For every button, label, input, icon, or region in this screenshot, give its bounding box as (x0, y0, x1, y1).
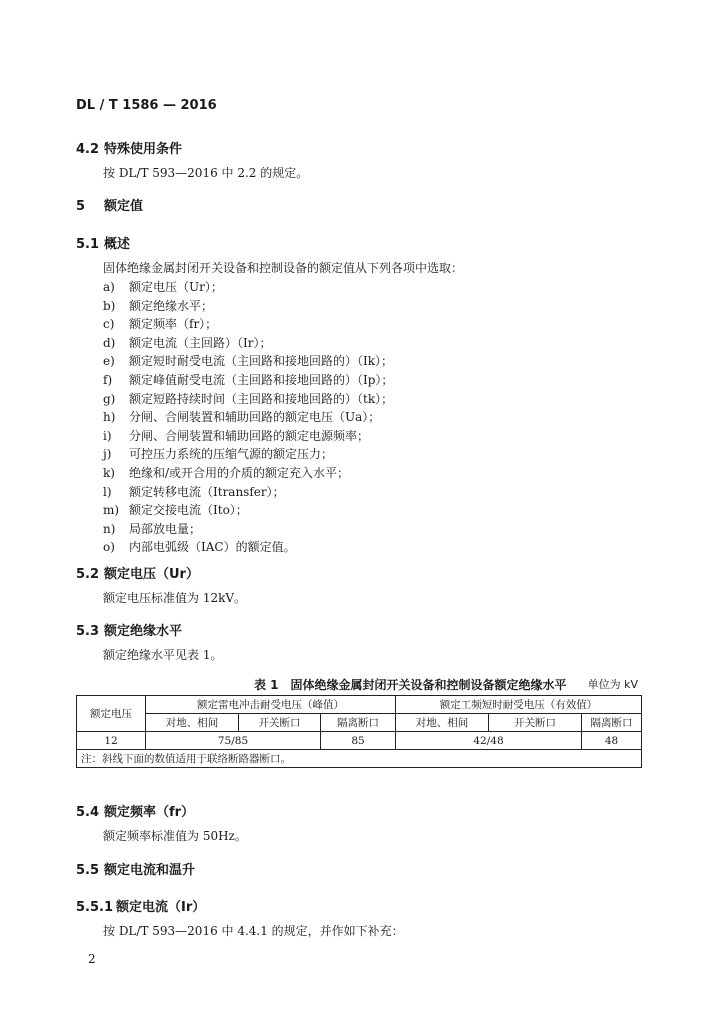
list-item-text: 分闸、合闸装置和辅助回路的额定电压（Ua）； (129, 410, 381, 425)
subheader-cell: 隔离断口 (321, 714, 396, 732)
list-item (103, 408, 393, 427)
list-item-marker: a) (103, 280, 115, 294)
section-5-4-text: 额定频率标准值为 50Hz。 (103, 829, 247, 843)
list-item-text: 额定转移电流（Itransfer）； (129, 484, 285, 499)
section-5-2-text: 额定电压标准值为 12kV。 (103, 591, 247, 605)
page-header: DL / T 1586 — 2016 (76, 98, 217, 113)
section-number: 5.1 (76, 237, 100, 252)
section-5-heading (76, 195, 143, 214)
table-subheader-row (77, 714, 642, 732)
table-header-row (77, 696, 642, 714)
list-item (103, 390, 393, 409)
list-item (103, 297, 393, 316)
list-item (103, 464, 393, 483)
list-item-text: 内部电弧级（IAC）的额定值。 (129, 540, 296, 555)
section-5-2-heading (76, 563, 199, 582)
page-number: 2 (88, 952, 96, 966)
section-number: 5.5.1 (76, 900, 114, 915)
section-title: 额定值 (104, 199, 144, 214)
list-item (103, 427, 393, 446)
header-voltage: 额定电压 (77, 696, 146, 732)
table-cell: 75/85 (146, 732, 321, 750)
section-number: 5.2 (76, 567, 100, 582)
subheader-cell: 对地、相间 (396, 714, 489, 732)
section-5-3-heading (76, 620, 182, 639)
table-cell: 48 (582, 732, 642, 750)
section-title: 额定频率（fr） (104, 805, 195, 820)
list-item-marker: l) (103, 484, 112, 499)
section-5-3-text: 额定绝缘水平见表 1。 (103, 648, 223, 662)
list-item-marker: h) (103, 410, 116, 425)
list-item-marker: i) (103, 428, 112, 443)
section-4-2-text: 按 DL/T 593—2016 中 2.2 的规定。 (103, 166, 309, 180)
list-item-text: 额定绝缘水平； (129, 298, 214, 313)
section-title: 概述 (104, 237, 131, 252)
section-number: 5.5 (76, 863, 100, 878)
list-item-marker: f) (103, 372, 113, 387)
list-item-text: 分闸、合闸装置和辅助回路的额定电源频率； (129, 428, 370, 443)
section-5-5-1-text: 按 DL/T 593—2016 中 4.4.1 的规定，并作如下补充： (103, 924, 404, 938)
list-item-text: 额定短路持续时间（主回路和接地回路的）（tk）； (129, 391, 394, 406)
section-5-4-heading (76, 801, 194, 820)
list-item (103, 501, 393, 520)
section-number: 5 (76, 199, 86, 214)
list-item-marker: m) (103, 503, 120, 518)
section-4-2-heading (76, 138, 182, 157)
insulation-level-table (76, 695, 642, 768)
table-row (77, 732, 642, 750)
ratings-list (103, 278, 393, 557)
list-item (103, 538, 393, 557)
list-item-marker: o) (103, 540, 115, 555)
list-item (103, 352, 393, 371)
list-item-text: 额定峰值耐受电流（主回路和接地回路的）（Ip）； (129, 372, 394, 387)
list-item (103, 315, 393, 334)
table-cell: 85 (321, 732, 396, 750)
list-item-text: 局部放电量； (129, 521, 202, 536)
list-item (103, 278, 393, 297)
section-title: 额定电流（Ir） (116, 900, 206, 915)
list-item-text: 额定电压（Ur）； (129, 280, 223, 294)
section-5-1-intro: 固体绝缘金属封闭开关设备和控制设备的额定值从下列各项中选取： (103, 261, 464, 275)
header-power-frequency: 额定工频短时耐受电压（有效值） (396, 696, 642, 714)
list-item (103, 483, 393, 502)
section-title: 额定电流和温升 (104, 863, 196, 878)
list-item (103, 334, 393, 353)
list-item-text: 额定交接电流（Ito）； (129, 503, 248, 518)
list-item-text: 绝缘和/或开合用的介质的额定充入水平； (129, 465, 350, 480)
table-cell: 42/48 (396, 732, 582, 750)
subheader-cell: 隔离断口 (582, 714, 642, 732)
section-5-1-heading (76, 233, 130, 252)
section-title: 额定绝缘水平 (104, 624, 183, 639)
subheader-cell: 开关断口 (489, 714, 582, 732)
section-title: 额定电压（Ur） (104, 567, 199, 582)
list-item-marker: n) (103, 521, 116, 536)
section-5-5-heading (76, 859, 195, 878)
list-item-marker: e) (103, 354, 115, 369)
list-item (103, 520, 393, 539)
table-title: 表 1 固体绝缘金属封闭开关设备和控制设备额定绝缘水平 (254, 678, 567, 692)
table-note: 注：斜线下面的数值适用于联络断路器断口。 (77, 750, 642, 768)
section-number: 4.2 (76, 142, 100, 157)
list-item (103, 371, 393, 390)
list-item-marker: k) (103, 465, 115, 480)
list-item-marker: g) (103, 391, 116, 406)
table-unit: 单位为 kV (587, 678, 638, 691)
subheader-cell: 对地、相间 (146, 714, 239, 732)
table-cell: 12 (77, 732, 146, 750)
header-lightning-impulse: 额定雷电冲击耐受电压（峰值） (146, 696, 396, 714)
section-number: 5.3 (76, 624, 100, 639)
list-item-marker: c) (103, 317, 115, 332)
section-title: 特殊使用条件 (104, 142, 183, 157)
list-item (103, 445, 393, 464)
list-item-text: 额定短时耐受电流（主回路和接地回路的）（Ik）； (129, 354, 394, 369)
list-item-text: 可控压力系统的压缩气源的额定压力； (129, 447, 334, 462)
subheader-cell: 开关断口 (239, 714, 321, 732)
section-number: 5.4 (76, 805, 100, 820)
list-item-text: 额定电流（主回路）（Ir）； (129, 335, 272, 350)
list-item-text: 额定频率（fr）； (129, 317, 218, 332)
list-item-marker: b) (103, 298, 116, 313)
list-item-marker: j) (103, 447, 112, 462)
list-item-marker: d) (103, 335, 116, 350)
section-5-5-1-heading (76, 896, 205, 915)
table-note-row (77, 750, 642, 768)
